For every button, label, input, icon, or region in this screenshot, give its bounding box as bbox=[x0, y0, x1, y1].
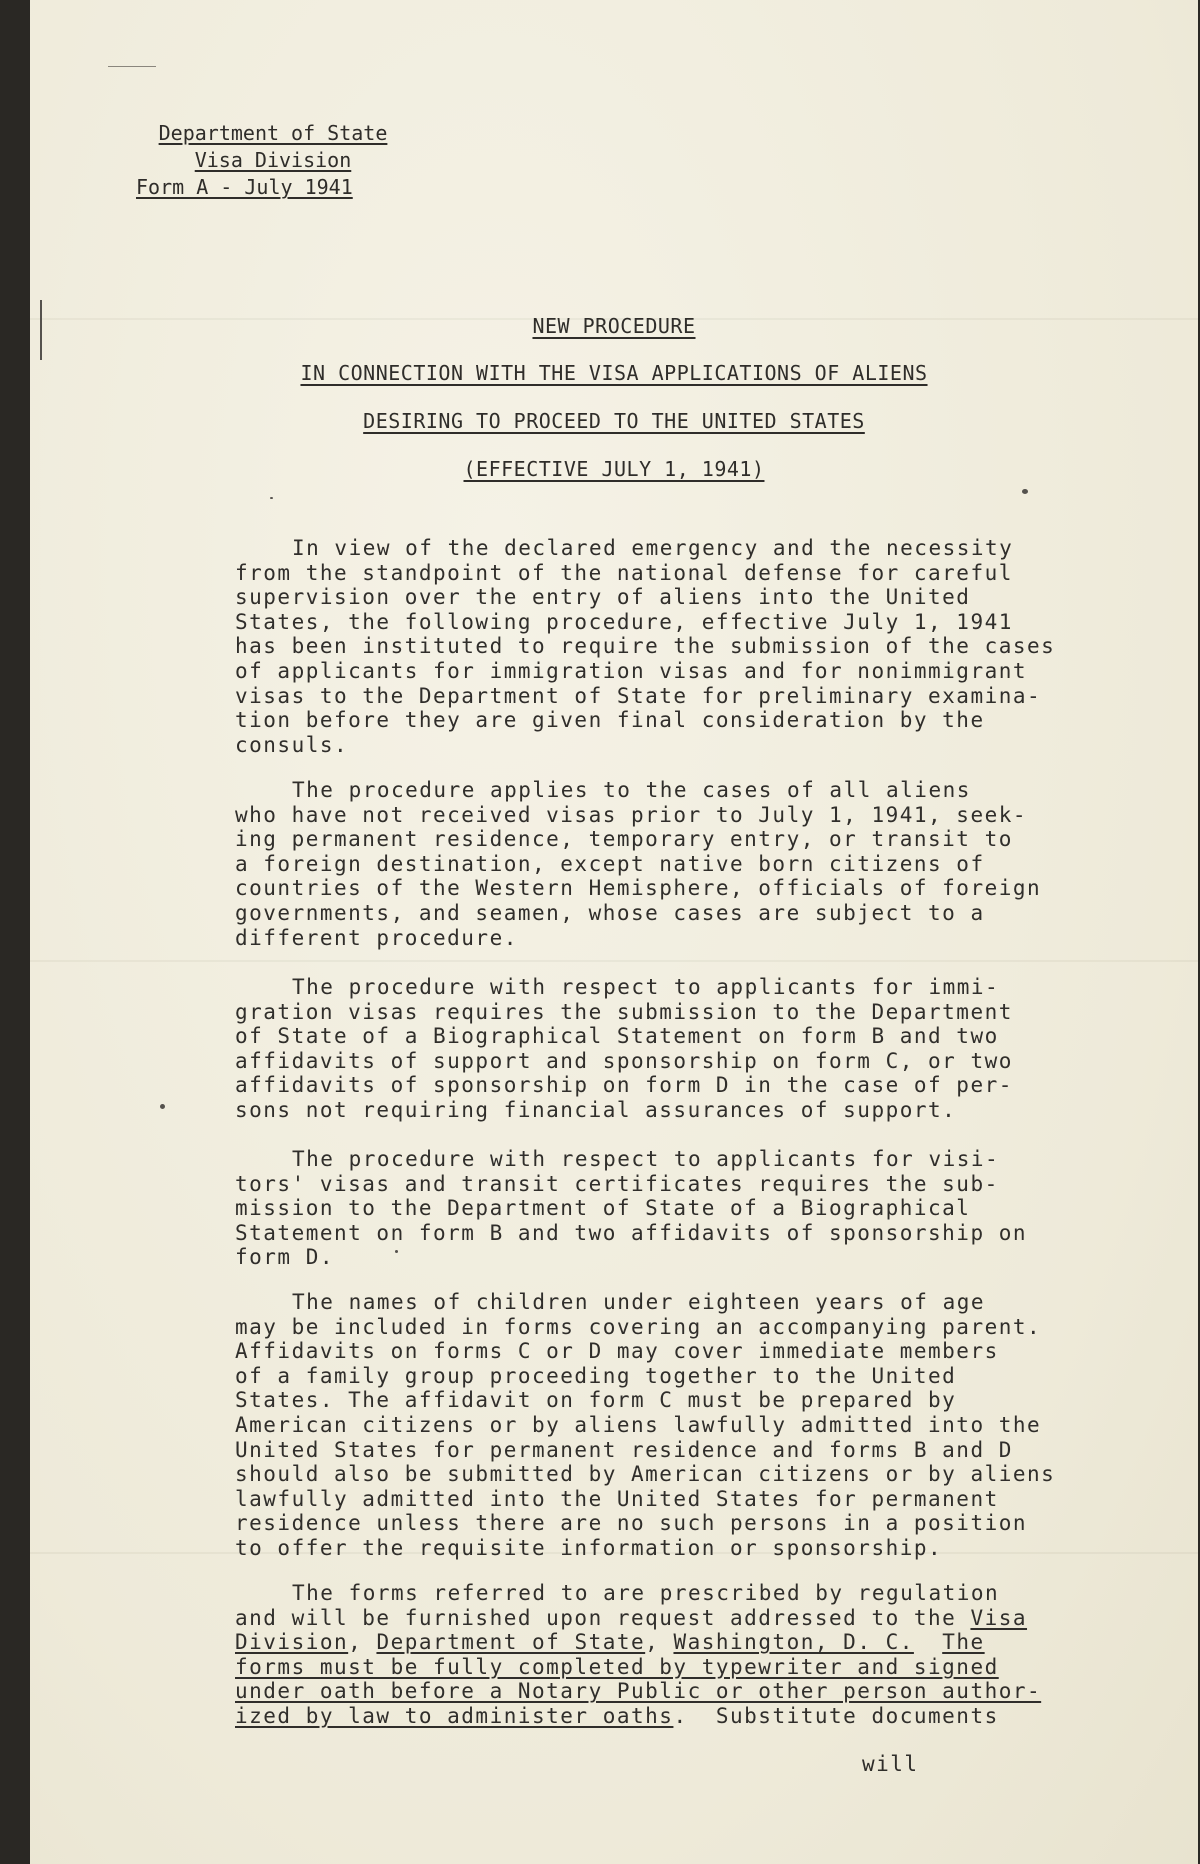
text-line: from the standpoint of the national defense for careful bbox=[235, 560, 1013, 585]
underlined-text: The bbox=[942, 1630, 985, 1655]
underlined-text: Washington, D. C. bbox=[673, 1630, 914, 1655]
text-line: States, the following procedure, effective July 1, 1941 bbox=[235, 609, 1013, 634]
underlined-text: Department of State bbox=[376, 1630, 646, 1655]
text-line: to offer the requisite information or sponsorship. bbox=[235, 1535, 943, 1560]
title-line-1: NEW PROCEDURE bbox=[532, 314, 696, 338]
text-line: ing permanent residence, temporary entry, or transit to bbox=[235, 827, 1013, 852]
title-effective-date: (EFFECTIVE JULY 1, 1941) bbox=[463, 457, 765, 481]
text-line: United States for permanent residence and forms B and D bbox=[235, 1437, 1013, 1462]
text-line: form D. bbox=[235, 1245, 335, 1270]
text-span: , bbox=[645, 1630, 674, 1655]
continuation-word: will bbox=[862, 1752, 919, 1776]
title-line-4 bbox=[30, 457, 1198, 481]
text-line: In view of the declared emergency and the necessity bbox=[292, 536, 1014, 560]
paragraph-3 bbox=[235, 975, 1125, 1123]
paragraph-6 bbox=[235, 1581, 1125, 1729]
underlined-text: Visa bbox=[970, 1605, 1028, 1630]
text-line: affidavits of support and sponsorship on form C, or two bbox=[235, 1048, 1013, 1073]
text-line: should also be submitted by American citizens or by aliens bbox=[235, 1462, 1056, 1487]
ink-speck bbox=[270, 497, 273, 499]
text-line: of applicants for immigration visas and for nonimmigrant bbox=[235, 658, 1028, 683]
header-department: Department of State bbox=[158, 121, 388, 145]
text-line: mission to the Department of State of a Biographical bbox=[235, 1196, 971, 1221]
pencil-mark bbox=[108, 66, 156, 67]
paragraph-1 bbox=[235, 536, 1125, 757]
text-line: tors' visas and transit certificates requires the sub- bbox=[235, 1171, 999, 1196]
paragraph-4 bbox=[235, 1147, 1125, 1270]
text-line: The names of children under eighteen years of age bbox=[292, 1290, 986, 1314]
title-line-2: IN CONNECTION WITH THE VISA APPLICATIONS OF ALIENS bbox=[300, 361, 928, 385]
text-line: tion before they are given final consideration by the bbox=[235, 708, 985, 733]
text-line: lawfully admitted into the United States for permanent bbox=[235, 1486, 999, 1511]
text-line: who have not received visas prior to July 1, 1941, seek- bbox=[235, 802, 1028, 827]
text-line: The procedure with respect to applicants for immi- bbox=[292, 975, 1000, 999]
underlined-text-line: under oath before a Notary Public or other person author- bbox=[235, 1679, 1042, 1704]
text-line: has been instituted to require the submission of the cases bbox=[235, 634, 1056, 659]
text-line: The forms referred to are prescribed by regulation bbox=[292, 1581, 1000, 1605]
text-line: supervision over the entry of aliens into the United bbox=[235, 585, 971, 610]
text-line bbox=[235, 1704, 1125, 1729]
document-page bbox=[30, 0, 1198, 1864]
ink-speck bbox=[1022, 489, 1028, 494]
text-line: affidavits of sponsorship on form D in the case of per- bbox=[235, 1073, 1013, 1098]
header-form: Form A - July 1941 bbox=[136, 175, 353, 199]
text-line: gration visas requires the submission to the Department bbox=[235, 999, 1013, 1024]
text-span: . Substitute documents bbox=[673, 1703, 999, 1728]
text-line: sons not requiring financial assurances of support. bbox=[235, 1097, 957, 1122]
text-line: residence unless there are no such persons in a position bbox=[235, 1511, 1028, 1536]
header-division: Visa Division bbox=[194, 148, 352, 172]
text-line: The procedure with respect to applicants for visi- bbox=[292, 1147, 1000, 1171]
text-line: American citizens or by aliens lawfully admitted into the bbox=[235, 1412, 1042, 1437]
text-line: countries of the Western Hemisphere, officials of foreign bbox=[235, 876, 1042, 901]
text-line: visas to the Department of State for preliminary examina- bbox=[235, 683, 1042, 708]
text-line bbox=[235, 1630, 1125, 1655]
text-line: Affidavits on forms C or D may cover immediate members bbox=[235, 1339, 999, 1364]
text-span: and will be furnished upon request addressed to the bbox=[235, 1605, 971, 1630]
paper-fold bbox=[30, 960, 1198, 962]
document-header bbox=[128, 120, 418, 201]
underlined-text-line: forms must be fully completed by typewriter and signed bbox=[235, 1654, 999, 1679]
ink-speck bbox=[160, 1104, 165, 1109]
text-line: Statement on form B and two affidavits of sponsorship on bbox=[235, 1220, 1028, 1245]
text-span: , bbox=[348, 1630, 377, 1655]
ink-speck bbox=[395, 1250, 398, 1253]
underlined-text: ized by law to administer oaths bbox=[235, 1703, 674, 1728]
text-span bbox=[914, 1630, 942, 1654]
text-line: different procedure. bbox=[235, 925, 518, 950]
paragraph-5 bbox=[235, 1290, 1125, 1561]
underlined-text: Division bbox=[235, 1630, 349, 1655]
text-line bbox=[235, 1606, 1125, 1631]
text-line: of a family group proceeding together to the United bbox=[235, 1363, 957, 1388]
paragraph-2 bbox=[235, 778, 1125, 950]
title-line-3: DESIRING TO PROCEED TO THE UNITED STATES bbox=[363, 409, 865, 433]
text-line: may be included in forms covering an accompanying parent. bbox=[235, 1314, 1042, 1339]
text-line: The procedure applies to the cases of all aliens bbox=[292, 778, 971, 802]
text-line: consuls. bbox=[235, 732, 349, 757]
text-line: States. The affidavit on form C must be prepared by bbox=[235, 1388, 957, 1413]
text-line: a foreign destination, except native born citizens of bbox=[235, 851, 985, 876]
text-line: of State of a Biographical Statement on form B and two bbox=[235, 1024, 999, 1049]
text-line: governments, and seamen, whose cases are subject to a bbox=[235, 900, 985, 925]
